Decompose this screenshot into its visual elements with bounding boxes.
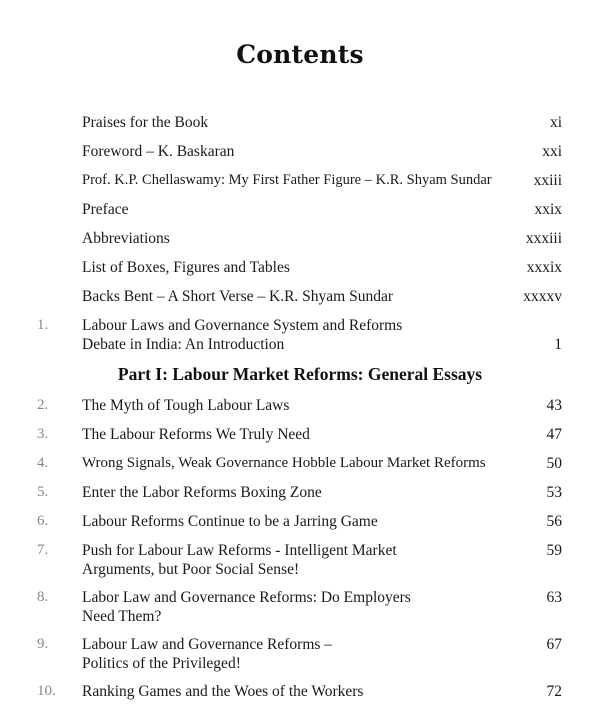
chapter-page: 72 bbox=[546, 683, 562, 700]
toc-entry-page: xxxiii bbox=[525, 230, 562, 247]
chapter-number: 8. bbox=[37, 589, 49, 605]
chapter-title-line2: Debate in India: An Introduction bbox=[82, 336, 285, 353]
chapter-number: 5. bbox=[37, 484, 49, 500]
chapter-number: 6. bbox=[37, 513, 49, 529]
chapter-page: 43 bbox=[546, 397, 562, 414]
chapter-number: 9. bbox=[37, 636, 49, 652]
chapter-title-line1: Labour Law and Governance Reforms – bbox=[82, 636, 333, 653]
chapter-page: 67 bbox=[546, 636, 562, 653]
toc-entry-title: Preface bbox=[82, 201, 129, 218]
chapter-page: 47 bbox=[546, 426, 562, 443]
chapter-title-line2: Need Them? bbox=[82, 608, 162, 625]
chapter-page: 63 bbox=[546, 589, 562, 606]
chapter-title bbox=[82, 316, 512, 354]
toc-entry-page: xxiii bbox=[533, 172, 562, 189]
chapter-title-line1: Push for Labour Law Reforms - Intelligent Market bbox=[82, 542, 397, 559]
chapter-number: 3. bbox=[37, 426, 49, 442]
toc-entry-title: Backs Bent – A Short Verse – K.R. Shyam Sundar bbox=[82, 288, 393, 305]
chapter-number: 1. bbox=[37, 317, 49, 333]
chapter-title bbox=[82, 635, 512, 673]
chapter-title-line1: Labor Law and Governance Reforms: Do Employers bbox=[82, 589, 411, 606]
chapter-number: 10. bbox=[37, 683, 56, 699]
chapter-number: 4. bbox=[37, 455, 49, 471]
chapter-title bbox=[82, 541, 512, 579]
chapter-page: 56 bbox=[546, 513, 562, 530]
toc-entry-title: Praises for the Book bbox=[82, 114, 209, 131]
toc-entry-page: xxxxv bbox=[523, 288, 562, 305]
chapter-title: Wrong Signals, Weak Governance Hobble Labour Market Reforms bbox=[82, 455, 486, 471]
toc-entry-title: Prof. K.P. Chellaswamy: My First Father Figure – K.R. Shyam Sundar bbox=[82, 172, 492, 188]
toc-entry-title: Foreword – K. Baskaran bbox=[82, 143, 235, 160]
toc-entry-page: xxxix bbox=[526, 259, 562, 276]
chapter-page: 59 bbox=[546, 542, 562, 559]
chapter-page: 1 bbox=[554, 336, 562, 353]
chapter-number: 2. bbox=[37, 397, 49, 413]
chapter-title: The Labour Reforms We Truly Need bbox=[82, 426, 310, 443]
chapter-title bbox=[82, 588, 512, 626]
page-title: Contents bbox=[236, 40, 364, 69]
chapter-title-line2: Arguments, but Poor Social Sense! bbox=[82, 561, 300, 578]
toc-entry-page: xxi bbox=[542, 143, 562, 160]
toc-entry-page: xi bbox=[549, 114, 562, 131]
chapter-page: 50 bbox=[546, 455, 562, 472]
chapter-title: The Myth of Tough Labour Laws bbox=[82, 397, 290, 414]
chapter-page: 53 bbox=[546, 484, 562, 501]
part-heading: Part I: Labour Market Reforms: General Essays bbox=[117, 364, 483, 384]
chapter-title-line2: Politics of the Privileged! bbox=[82, 655, 241, 672]
chapter-title: Ranking Games and the Woes of the Workers bbox=[82, 683, 364, 700]
chapter-title: Enter the Labor Reforms Boxing Zone bbox=[82, 484, 322, 501]
toc-entry-title: Abbreviations bbox=[82, 230, 170, 247]
chapter-title-line1: Labour Laws and Governance System and Reforms bbox=[82, 317, 403, 334]
chapter-title: Labour Reforms Continue to be a Jarring Game bbox=[82, 513, 378, 530]
toc-entry-title: List of Boxes, Figures and Tables bbox=[82, 259, 290, 276]
toc-entry-page: xxix bbox=[534, 201, 562, 218]
chapter-number: 7. bbox=[37, 542, 49, 558]
